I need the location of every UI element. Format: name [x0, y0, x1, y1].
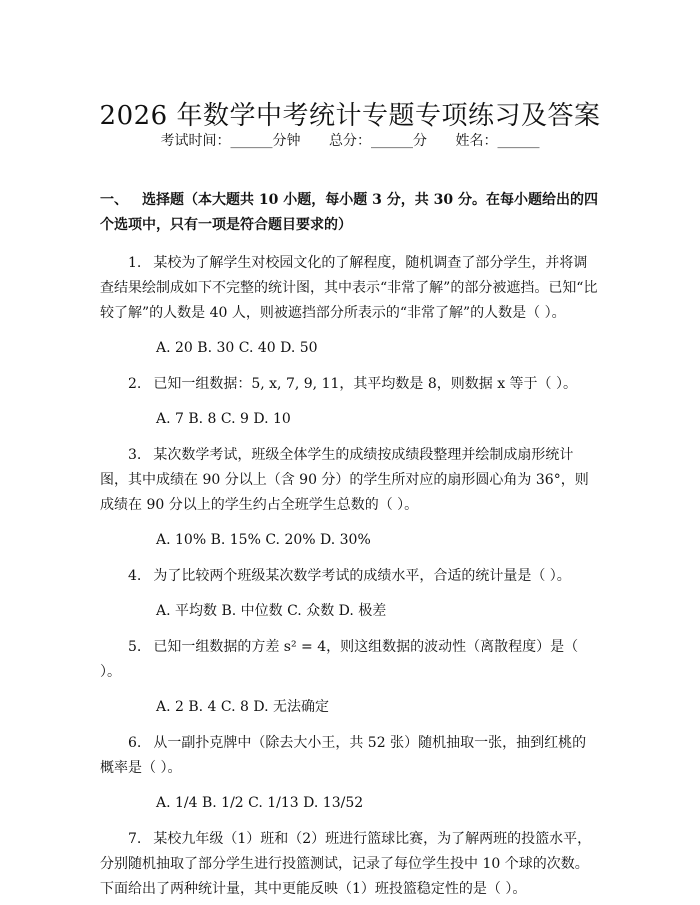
section-number: 一、 [100, 192, 128, 208]
section-heading-text: 选择题（本大题共 10 小题，每小题 3 分，共 30 分。在每小题给出的四个选项中，只有一项是符合题目要求的） [100, 192, 598, 233]
question-text: 已知一组数据的方差 s² = 4，则这组数据的波动性（离散程度）是（ ）。 [100, 639, 579, 680]
question-number: 2. [128, 376, 142, 392]
question-item [100, 564, 600, 624]
student-name-field [455, 130, 539, 152]
question-number: 6. [128, 735, 142, 751]
question-text-block [100, 827, 600, 902]
question-number: 1. [128, 255, 142, 271]
question-text-block [100, 443, 600, 518]
question-item [100, 372, 600, 432]
total-score-field [329, 130, 427, 152]
question-options: A. 7 B. 8 C. 9 D. 10 [156, 411, 291, 427]
section-heading [100, 188, 600, 238]
question-text: 某次数学考试，班级全体学生的成绩按成绩段整理并绘制成扇形统计图，其中成绩在 90 分以上（含 90 分）的学生所对应的扇形圆心角为 36°，则成绩在 90 分以上的学生约占全班学生总数的（ ）。 [100, 447, 589, 513]
question-text: 从一副扑克牌中（除去大小王，共 52 张）随机抽取一张，抽到红桃的概率是（ ）。 [100, 735, 587, 776]
question-number: 3. [128, 447, 142, 463]
total-score-unit: 分 [413, 133, 427, 149]
question-item [100, 443, 600, 553]
question-options: A. 10% B. 15% C. 20% D. 30% [156, 532, 371, 548]
question-number: 7. [128, 831, 142, 847]
student-name-label: 姓名： [455, 133, 498, 149]
question-number: 5. [128, 639, 142, 655]
question-text-block [100, 564, 600, 589]
exam-time-label: 考试时间： [160, 133, 231, 149]
total-score-blank: ______ [371, 133, 413, 149]
exam-time-field [161, 130, 301, 152]
question-item [100, 635, 600, 720]
exam-content [100, 188, 600, 902]
question-text-block [100, 731, 600, 781]
question-options: A. 20 B. 30 C. 40 D. 50 [156, 340, 318, 356]
question-options: A. 1/4 B. 1/2 C. 1/13 D. 13/52 [156, 795, 364, 811]
document-title: 2026 年数学中考统计专题专项练习及答案 [99, 101, 601, 132]
exam-time-blank: ______ [230, 133, 273, 149]
question-text: 某校九年级（1）班和（2）班进行篮球比赛，为了解两班的投篮水平，分别随机抽取了部分学生进行投篮测试，记录了每位学生投中 10 个球的次数。下面给出了两种统计量，其中更能反映（1）班投篮稳定性的是（ ）。 [100, 831, 592, 897]
student-name-blank: ______ [497, 133, 540, 149]
question-item [100, 251, 600, 361]
question-text: 某校为了解学生对校园文化的了解程度，随机调查了部分学生，并将调查结果绘制成如下不完整的统计图，其中表示“非常了解”的部分被遮挡。已知“比较了解”的人数是 40 人，则被遮挡部分所表示的“非常了解”的人数是（ ）。 [100, 255, 598, 321]
question-text: 已知一组数据：5, x, 7, 9, 11，其平均数是 8，则数据 x 等于（ ）。 [153, 376, 577, 392]
exam-time-unit: 分钟 [272, 133, 301, 149]
exam-info-line [0, 130, 700, 152]
total-score-label: 总分： [329, 133, 371, 149]
question-text-block [100, 251, 600, 326]
question-number: 4. [128, 568, 142, 584]
question-text-block [100, 372, 600, 397]
question-item [100, 827, 600, 902]
question-options: A. 2 B. 4 C. 8 D. 无法确定 [156, 699, 330, 715]
question-text-block [100, 635, 600, 685]
question-text: 为了比较两个班级某次数学考试的成绩水平，合适的统计量是（ ）。 [153, 568, 571, 584]
question-item [100, 731, 600, 816]
question-options: A. 平均数 B. 中位数 C. 众数 D. 极差 [156, 603, 387, 619]
